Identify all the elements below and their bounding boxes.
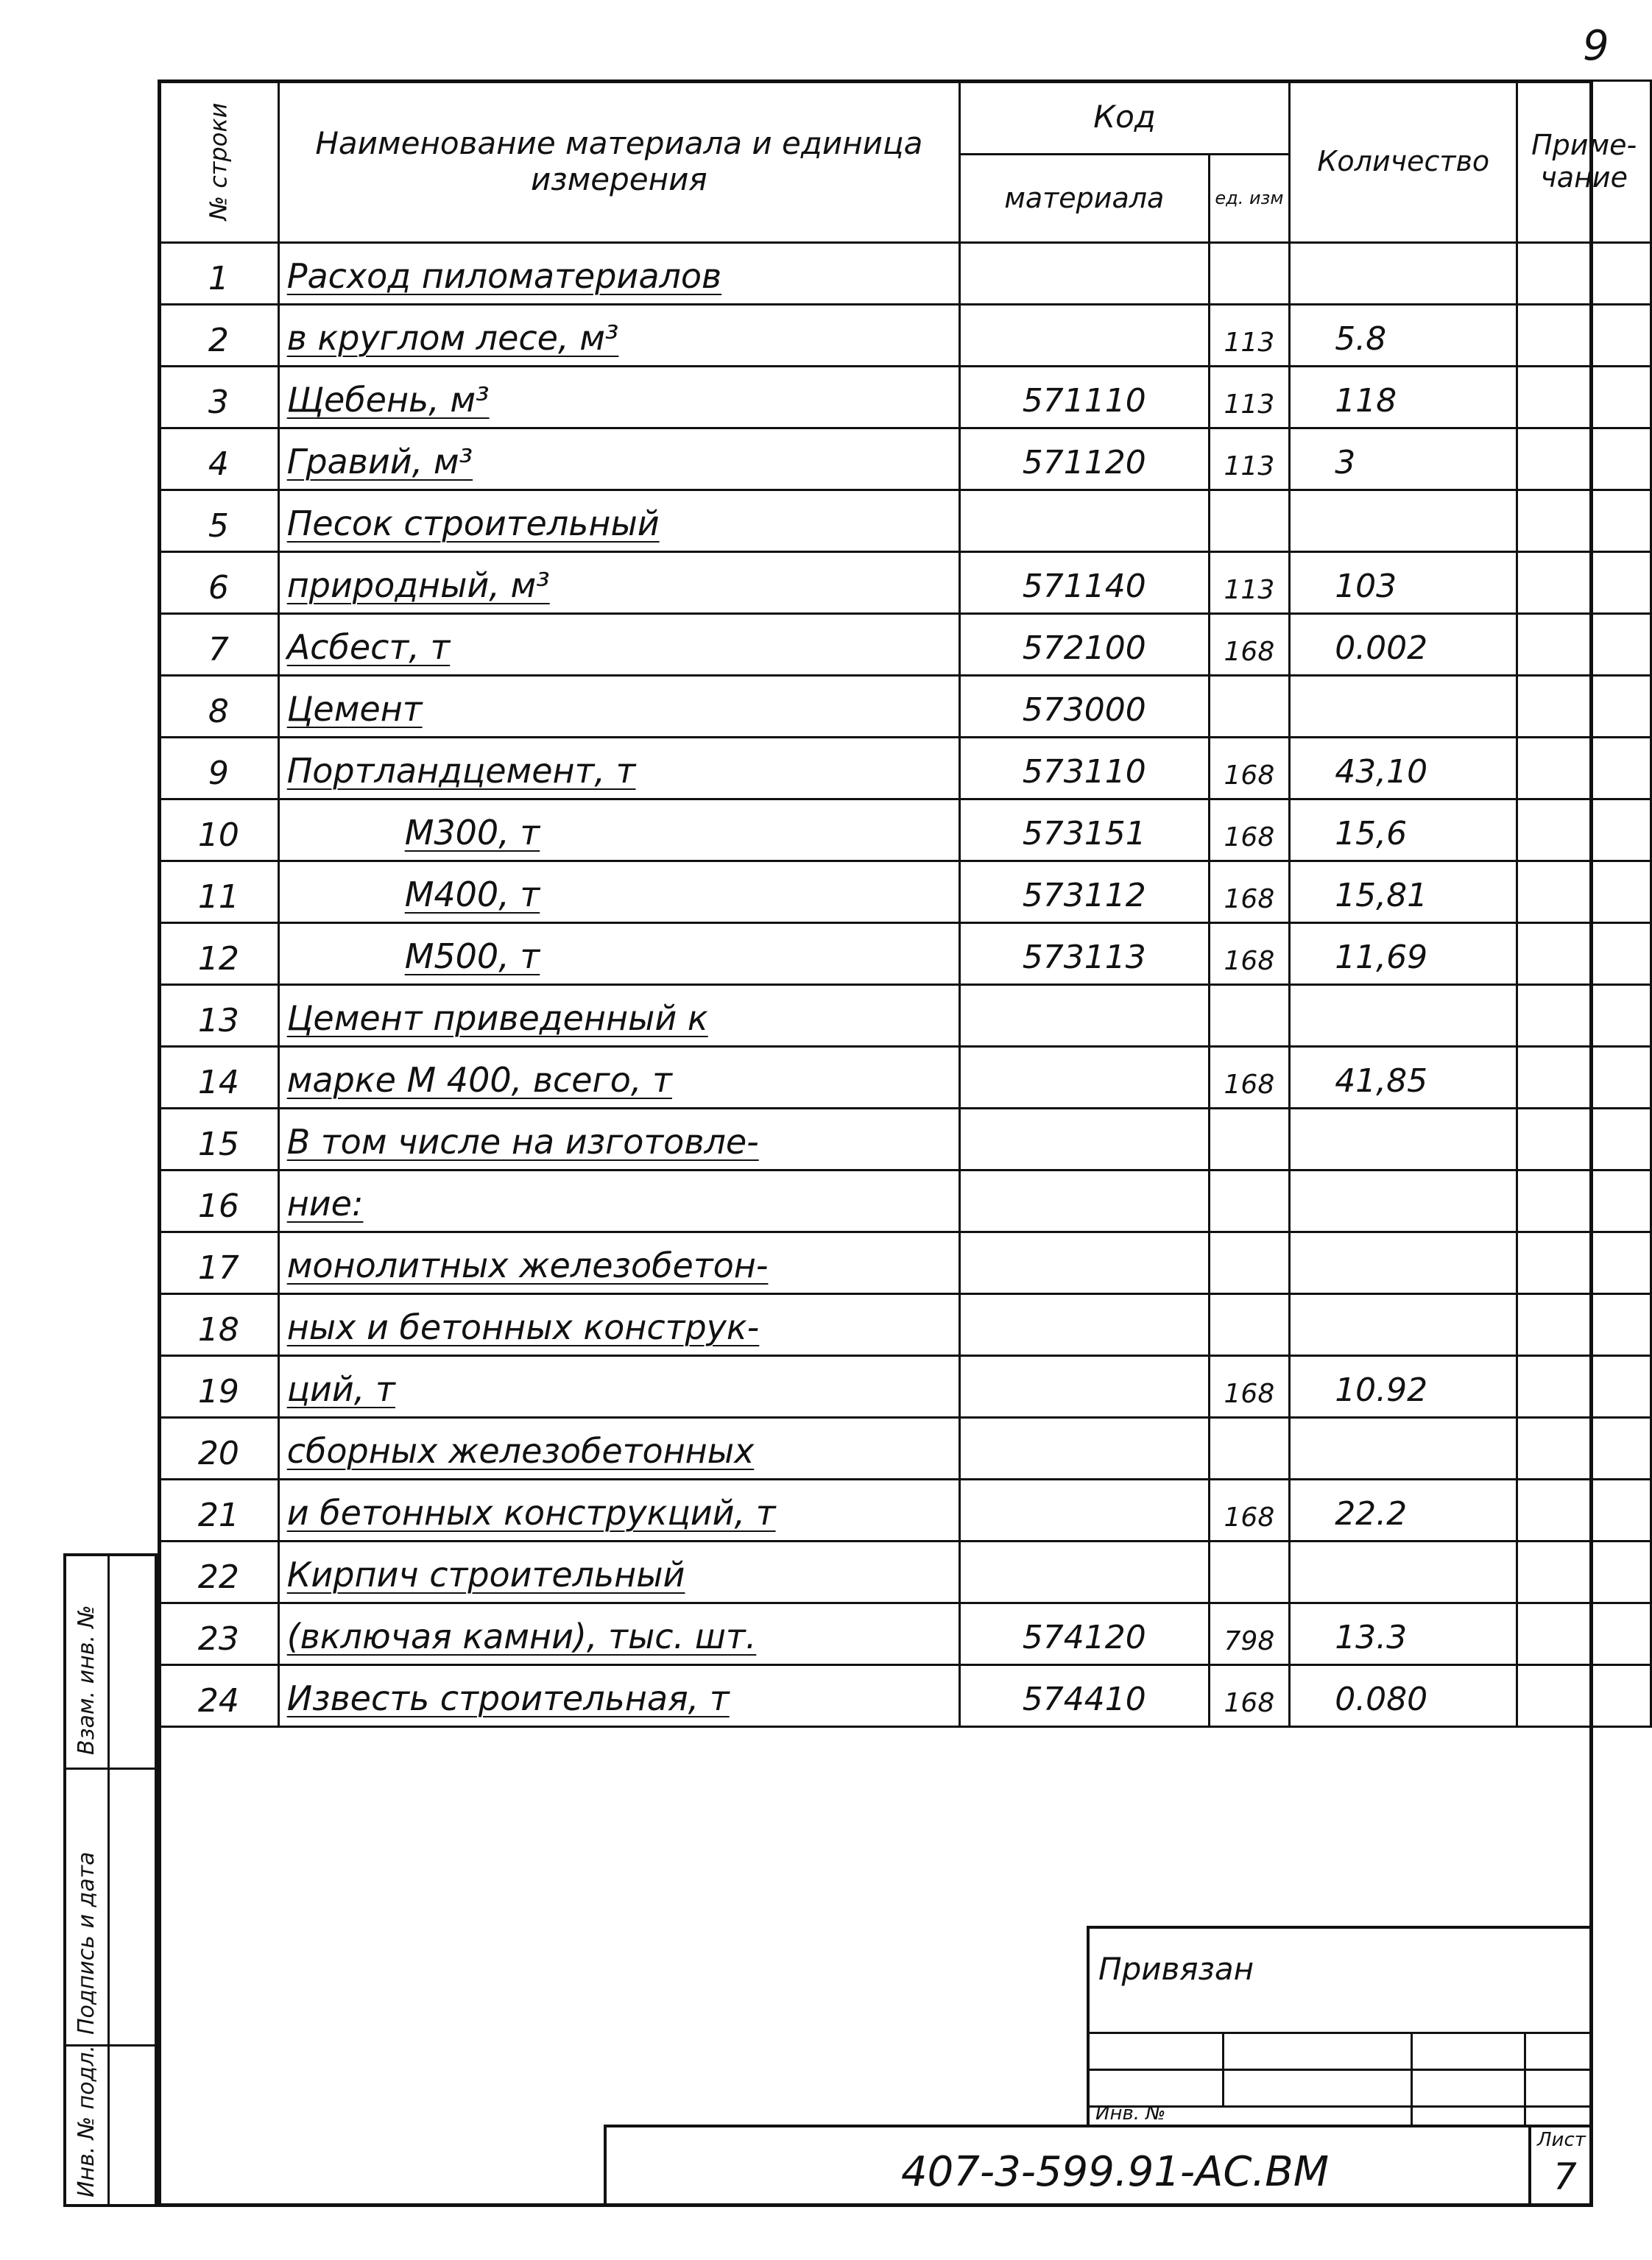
material-name: сборных железобетонных (278, 1418, 959, 1480)
unit-code (1209, 1232, 1290, 1294)
row-number: 5 (159, 490, 279, 552)
row-number: 9 (159, 738, 279, 799)
material-name: Цемент приведенный к (278, 985, 959, 1047)
material-code (959, 490, 1209, 552)
material-name: М400, т (278, 861, 959, 923)
table-row (159, 1542, 1651, 1603)
table-row (159, 1109, 1651, 1170)
note (1517, 1232, 1651, 1294)
table-row (159, 552, 1651, 614)
quantity: 103 (1290, 552, 1517, 614)
row-number: 19 (159, 1356, 279, 1418)
quantity: 0.080 (1290, 1665, 1517, 1727)
note (1517, 861, 1651, 923)
table-row (159, 428, 1651, 490)
table-row (159, 305, 1651, 367)
table-row (159, 738, 1651, 799)
material-code: 574410 (959, 1665, 1209, 1727)
quantity (1290, 676, 1517, 738)
header-row-no (159, 81, 279, 243)
note (1517, 676, 1651, 738)
material-code: 574120 (959, 1603, 1209, 1665)
row-number: 14 (159, 1047, 279, 1109)
quantity (1290, 490, 1517, 552)
material-name: ных и бетонных конструк- (278, 1294, 959, 1356)
unit-code: 168 (1209, 1356, 1290, 1418)
row-number: 6 (159, 552, 279, 614)
unit-code: 798 (1209, 1603, 1290, 1665)
material-name: Расход пиломатериалов (278, 243, 959, 305)
quantity (1290, 1232, 1517, 1294)
material-name: Известь строительная, т (278, 1665, 959, 1727)
header-code-material: материала (959, 155, 1209, 243)
unit-code (1209, 1294, 1290, 1356)
privyazan-divider (1411, 2032, 1413, 2127)
page-number: 9 (1583, 22, 1609, 70)
material-name: ние: (278, 1170, 959, 1232)
margin-cell-inventory (66, 2047, 155, 2204)
row-number: 7 (159, 614, 279, 676)
material-code (959, 985, 1209, 1047)
row-number: 2 (159, 305, 279, 367)
material-name: природный, м³ (278, 552, 959, 614)
quantity: 41,85 (1290, 1047, 1517, 1109)
row-number: 8 (159, 676, 279, 738)
material-code (959, 1232, 1209, 1294)
title-block (604, 2125, 1593, 2207)
material-code: 573113 (959, 923, 1209, 985)
material-code: 572100 (959, 614, 1209, 676)
margin-cell-replacement (66, 1556, 155, 1770)
note (1517, 614, 1651, 676)
material-name: Портландцемент, т (278, 738, 959, 799)
table-row (159, 614, 1651, 676)
material-name: Асбест, т (278, 614, 959, 676)
note (1517, 1603, 1651, 1665)
header-row-no-label: № строки (204, 102, 233, 221)
material-name: Кирпич строительный (278, 1542, 959, 1603)
unit-code (1209, 1109, 1290, 1170)
quantity: 0.002 (1290, 614, 1517, 676)
quantity: 13.3 (1290, 1603, 1517, 1665)
margin-cell-signature (66, 1770, 155, 2047)
margin-text-replacement: Взам. инв. № (74, 1605, 99, 1755)
note (1517, 738, 1651, 799)
quantity: 15,6 (1290, 799, 1517, 861)
note (1517, 1418, 1651, 1480)
note (1517, 1294, 1651, 1356)
unit-code: 168 (1209, 1665, 1290, 1727)
quantity (1290, 243, 1517, 305)
table-row (159, 1170, 1651, 1232)
table-row (159, 861, 1651, 923)
row-number: 22 (159, 1542, 279, 1603)
quantity (1290, 985, 1517, 1047)
table-row (159, 367, 1651, 428)
material-code: 573112 (959, 861, 1209, 923)
unit-code: 168 (1209, 799, 1290, 861)
note (1517, 985, 1651, 1047)
unit-code: 168 (1209, 1480, 1290, 1542)
row-number: 24 (159, 1665, 279, 1727)
material-name: Щебень, м³ (278, 367, 959, 428)
unit-code (1209, 1418, 1290, 1480)
material-code (959, 1170, 1209, 1232)
material-name: Песок строительный (278, 490, 959, 552)
quantity: 118 (1290, 367, 1517, 428)
unit-code: 168 (1209, 614, 1290, 676)
unit-code (1209, 243, 1290, 305)
privyazan-block (1087, 1926, 1593, 2125)
material-code (959, 243, 1209, 305)
row-number: 12 (159, 923, 279, 985)
privyazan-line (1090, 2069, 1593, 2071)
note (1517, 552, 1651, 614)
row-number: 4 (159, 428, 279, 490)
table-row (159, 1047, 1651, 1109)
privyazan-divider (1524, 2032, 1526, 2127)
header-note: Приме-чание (1517, 81, 1651, 243)
unit-code: 113 (1209, 552, 1290, 614)
table-row (159, 1480, 1651, 1542)
privyazan-divider (1222, 2032, 1224, 2105)
row-number: 16 (159, 1170, 279, 1232)
table-row (159, 985, 1651, 1047)
note (1517, 1109, 1651, 1170)
unit-code (1209, 1542, 1290, 1603)
material-name: Цемент (278, 676, 959, 738)
header-code-unit: ед. изм (1209, 155, 1290, 243)
sheet-label: Лист (1537, 2129, 1586, 2151)
material-code (959, 1480, 1209, 1542)
table-row (159, 1294, 1651, 1356)
document-code: 407-3-599.91-АС.ВМ (901, 2148, 1330, 2196)
row-number: 10 (159, 799, 279, 861)
material-code (959, 1047, 1209, 1109)
header-quantity: Количество (1290, 81, 1517, 243)
table-row (159, 243, 1651, 305)
unit-code: 168 (1209, 1047, 1290, 1109)
material-name: В том числе на изготовле- (278, 1109, 959, 1170)
unit-code: 168 (1209, 738, 1290, 799)
table-row (159, 1603, 1651, 1665)
table-row (159, 1232, 1651, 1294)
quantity (1290, 1170, 1517, 1232)
privyazan-label: Привязан (1098, 1951, 1254, 1987)
material-name: М500, т (278, 923, 959, 985)
unit-code (1209, 1170, 1290, 1232)
unit-code: 168 (1209, 923, 1290, 985)
quantity: 15,81 (1290, 861, 1517, 923)
quantity: 11,69 (1290, 923, 1517, 985)
row-number: 11 (159, 861, 279, 923)
material-name: Гравий, м³ (278, 428, 959, 490)
material-name: (включая камни), тыс. шт. (278, 1603, 959, 1665)
quantity: 43,10 (1290, 738, 1517, 799)
material-name: ций, т (278, 1356, 959, 1418)
unit-code: 113 (1209, 428, 1290, 490)
sheet-cell (1528, 2127, 1593, 2207)
row-number: 18 (159, 1294, 279, 1356)
margin-text-signature: Подпись и дата (74, 1851, 99, 2035)
quantity: 10.92 (1290, 1356, 1517, 1418)
materials-table (158, 80, 1652, 1728)
note (1517, 1542, 1651, 1603)
note (1517, 1480, 1651, 1542)
quantity: 3 (1290, 428, 1517, 490)
header-code-group: Код (959, 81, 1289, 155)
unit-code: 113 (1209, 305, 1290, 367)
note (1517, 1356, 1651, 1418)
material-code (959, 1418, 1209, 1480)
table-row (159, 1356, 1651, 1418)
material-code: 571110 (959, 367, 1209, 428)
material-code (959, 305, 1209, 367)
row-number: 1 (159, 243, 279, 305)
note (1517, 799, 1651, 861)
material-code (959, 1109, 1209, 1170)
note (1517, 1665, 1651, 1727)
unit-code: 113 (1209, 367, 1290, 428)
table-row (159, 799, 1651, 861)
row-number: 15 (159, 1109, 279, 1170)
table-row (159, 923, 1651, 985)
row-number: 20 (159, 1418, 279, 1480)
quantity (1290, 1109, 1517, 1170)
material-name: монолитных железобетон- (278, 1232, 959, 1294)
margin-stamp (63, 1553, 158, 2207)
material-code: 571120 (959, 428, 1209, 490)
material-name: М300, т (278, 799, 959, 861)
note (1517, 243, 1651, 305)
unit-code: 168 (1209, 861, 1290, 923)
quantity (1290, 1542, 1517, 1603)
privyazan-inv-label: Инв. № (1095, 2102, 1166, 2125)
quantity (1290, 1294, 1517, 1356)
row-number: 17 (159, 1232, 279, 1294)
margin-text-inventory: Инв. № подл. (74, 2045, 99, 2197)
row-number: 21 (159, 1480, 279, 1542)
unit-code (1209, 676, 1290, 738)
sheet-number: 7 (1553, 2155, 1577, 2198)
note (1517, 428, 1651, 490)
material-code: 571140 (959, 552, 1209, 614)
material-code: 573110 (959, 738, 1209, 799)
material-code: 573000 (959, 676, 1209, 738)
material-code (959, 1542, 1209, 1603)
quantity (1290, 1418, 1517, 1480)
table-row (159, 676, 1651, 738)
table-row (159, 490, 1651, 552)
material-code (959, 1356, 1209, 1418)
row-number: 3 (159, 367, 279, 428)
note (1517, 490, 1651, 552)
row-number: 13 (159, 985, 279, 1047)
note (1517, 305, 1651, 367)
header-name: Наименование материала и единица измерения (278, 81, 959, 243)
privyazan-line (1090, 2032, 1593, 2034)
material-code: 573151 (959, 799, 1209, 861)
note (1517, 1047, 1651, 1109)
note (1517, 923, 1651, 985)
material-name: в круглом лесе, м³ (278, 305, 959, 367)
note (1517, 367, 1651, 428)
unit-code (1209, 985, 1290, 1047)
table-row (159, 1665, 1651, 1727)
table-row (159, 1418, 1651, 1480)
material-name: марке М 400, всего, т (278, 1047, 959, 1109)
material-code (959, 1294, 1209, 1356)
row-number: 23 (159, 1603, 279, 1665)
material-name: и бетонных конструкций, т (278, 1480, 959, 1542)
note (1517, 1170, 1651, 1232)
unit-code (1209, 490, 1290, 552)
quantity: 22.2 (1290, 1480, 1517, 1542)
quantity: 5.8 (1290, 305, 1517, 367)
